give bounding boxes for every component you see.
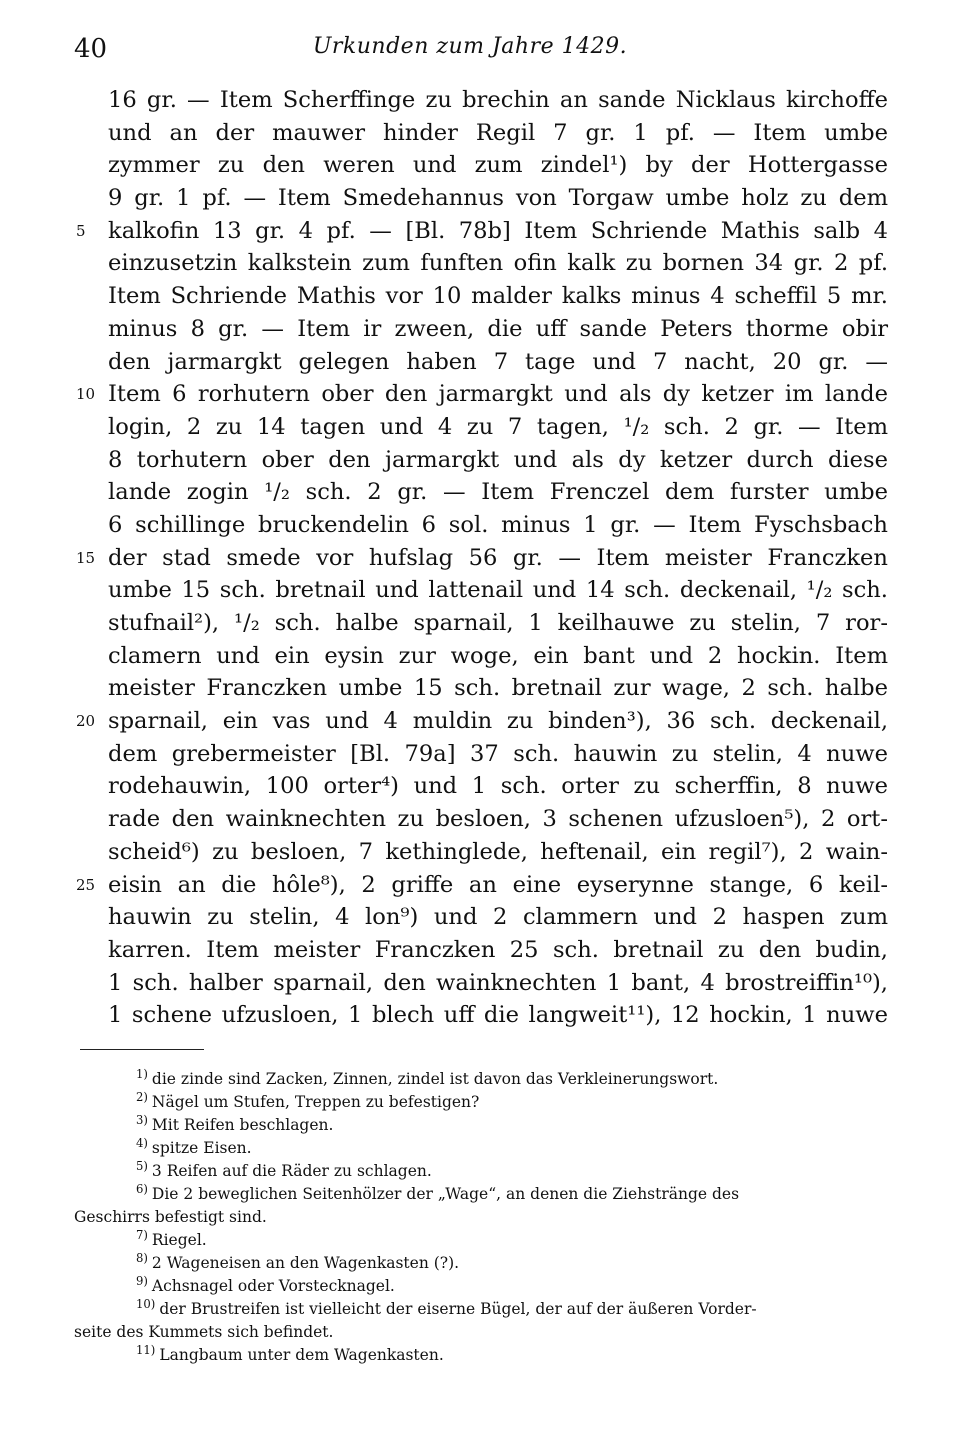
text-line: kalkofin 13 gr. 4 pf. — [Bl. 78b] Item Schriende Mathis salb 4	[108, 217, 888, 244]
line-number: 5	[76, 221, 86, 240]
text-line: minus 8 gr. — Item ir zween, die uff sande Peters thorme obir	[108, 315, 888, 342]
page-number: 40	[74, 34, 108, 64]
text-line: Item 6 rorhutern ober den jarmargkt und als dy ketzer im lande	[108, 381, 888, 408]
text-line: 1 schene ufzusloen, 1 blech uff die langweit¹¹), 12 hockin, 1 nuwe	[108, 1002, 888, 1029]
text-line: 16 gr. — Item Scherffinge zu brechin an sande Nicklaus kirchoffe	[108, 87, 888, 113]
line-number: 15	[76, 548, 96, 567]
footnote: $^{5)}$ 3 Reifen auf die Räder zu schlagen.	[136, 1158, 432, 1180]
text-line: karren. Item meister Franczken 25 sch. bretnail zu den budin,	[108, 936, 888, 963]
text-line: Item Schriende Mathis vor 10 malder kalks minus 4 scheffil 5 mr.	[108, 283, 888, 310]
text-line: rodehauwin, 100 orter⁴) und 1 sch. orter zu scherffin, 8 nuwe	[108, 773, 888, 800]
text-line: 1 sch. halber sparnail, den wainknechten 1 bant, 4 brostreiffin¹⁰),	[108, 969, 888, 996]
text-line: stufnail²), ¹/₂ sch. halbe sparnail, 1 keilhauwe zu stelin, 7 ror-	[108, 610, 888, 636]
footnote-continuation: Geschirrs befestigt sind.	[74, 1208, 267, 1226]
text-line: login, 2 zu 14 tagen und 4 zu 7 tagen, ¹/₂ sch. 2 gr. — Item	[108, 413, 888, 440]
text-line: lande zogin ¹/₂ sch. 2 gr. — Item Frenczel dem furster umbe	[108, 479, 888, 506]
footnote-separator	[80, 1049, 204, 1050]
text-line: 6 schillinge bruckendelin 6 sol. minus 1 gr. — Item Fyschsbach	[108, 511, 888, 538]
text-line: sparnail, ein vas und 4 muldin zu binden³), 36 sch. deckenail,	[108, 708, 888, 735]
text-line: der stad smede vor hufslag 56 gr. — Item meister Franczken	[108, 544, 888, 571]
text-line: den jarmargkt gelegen haben 7 tage und 7 nacht, 20 gr. —	[108, 348, 888, 375]
line-number: 25	[76, 875, 96, 894]
footnote: $^{10)}$ der Brustreifen ist vielleicht der eiserne Bügel, der auf der äußeren Vorder-	[136, 1296, 757, 1318]
footnotes	[74, 1068, 894, 1367]
footnote: $^{7)}$ Riegel.	[136, 1227, 207, 1249]
text-line: und an der mauwer hinder Regil 7 gr. 1 pf. — Item umbe	[108, 119, 888, 146]
text-line: eisin an die hôle⁸), 2 griffe an eine eyserynne stange, 6 keil-	[108, 871, 888, 898]
line-number: 10	[76, 385, 96, 404]
text-line: 9 gr. 1 pf. — Item Smedehannus von Torgaw umbe holz zu dem	[108, 185, 888, 212]
text-line: clamern und ein eysin zur woge, ein bant und 2 hockin. Item	[108, 642, 888, 669]
footnote-continuation: seite des Kummets sich befindet.	[74, 1323, 334, 1341]
text-line: rade den wainknechten zu besloen, 3 schenen ufzusloen⁵), 2 ort-	[108, 806, 888, 833]
footnote: $^{11)}$ Langbaum unter dem Wagenkasten.	[136, 1342, 444, 1364]
text-line: einzusetzin kalkstein zum funften ofin kalk zu bornen 34 gr. 2 pf.	[108, 250, 888, 277]
text-line: scheid⁶) zu besloen, 7 kethinglede, heftenail, ein regil⁷), 2 wain-	[108, 838, 888, 865]
footnote: $^{9)}$ Achsnagel oder Vorstecknagel.	[136, 1273, 395, 1295]
footnote: $^{6)}$ Die 2 beweglichen Seitenhölzer der „Wage“, an denen die Ziehstränge des	[136, 1181, 740, 1203]
footnote: $^{1)}$ die zinde sind Zacken, Zinnen, zindel ist davon das Verkleinerungswort.	[136, 1066, 719, 1088]
footnote: $^{2)}$ Nägel um Stufen, Treppen zu befestigen?	[136, 1089, 480, 1111]
text-line: hauwin zu stelin, 4 lon⁹) und 2 clammern und 2 haspen zum	[108, 904, 888, 931]
footnote: $^{8)}$ 2 Wageneisen an den Wagenkasten (?).	[136, 1250, 460, 1272]
text-line: dem grebermeister [Bl. 79a] 37 sch. hauwin zu stelin, 4 nuwe	[108, 740, 888, 767]
text-line: zymmer zu den weren und zum zindel¹) by der Hottergasse	[108, 152, 888, 179]
main-text	[108, 84, 888, 1032]
footnote: $^{4)}$ spitze Eisen.	[136, 1135, 252, 1157]
text-line: meister Franczken umbe 15 sch. bretnail zur wage, 2 sch. halbe	[108, 675, 888, 702]
footnote: $^{3)}$ Mit Reifen beschlagen.	[136, 1112, 334, 1134]
line-number: 20	[76, 712, 96, 731]
running-title: Urkunden zum Jahre 1429.	[312, 34, 628, 59]
text-line: umbe 15 sch. bretnail und lattenail und 14 sch. deckenail, ¹/₂ sch.	[108, 577, 888, 604]
text-line: 8 torhutern ober den jarmargkt und als dy ketzer durch diese	[108, 446, 888, 473]
